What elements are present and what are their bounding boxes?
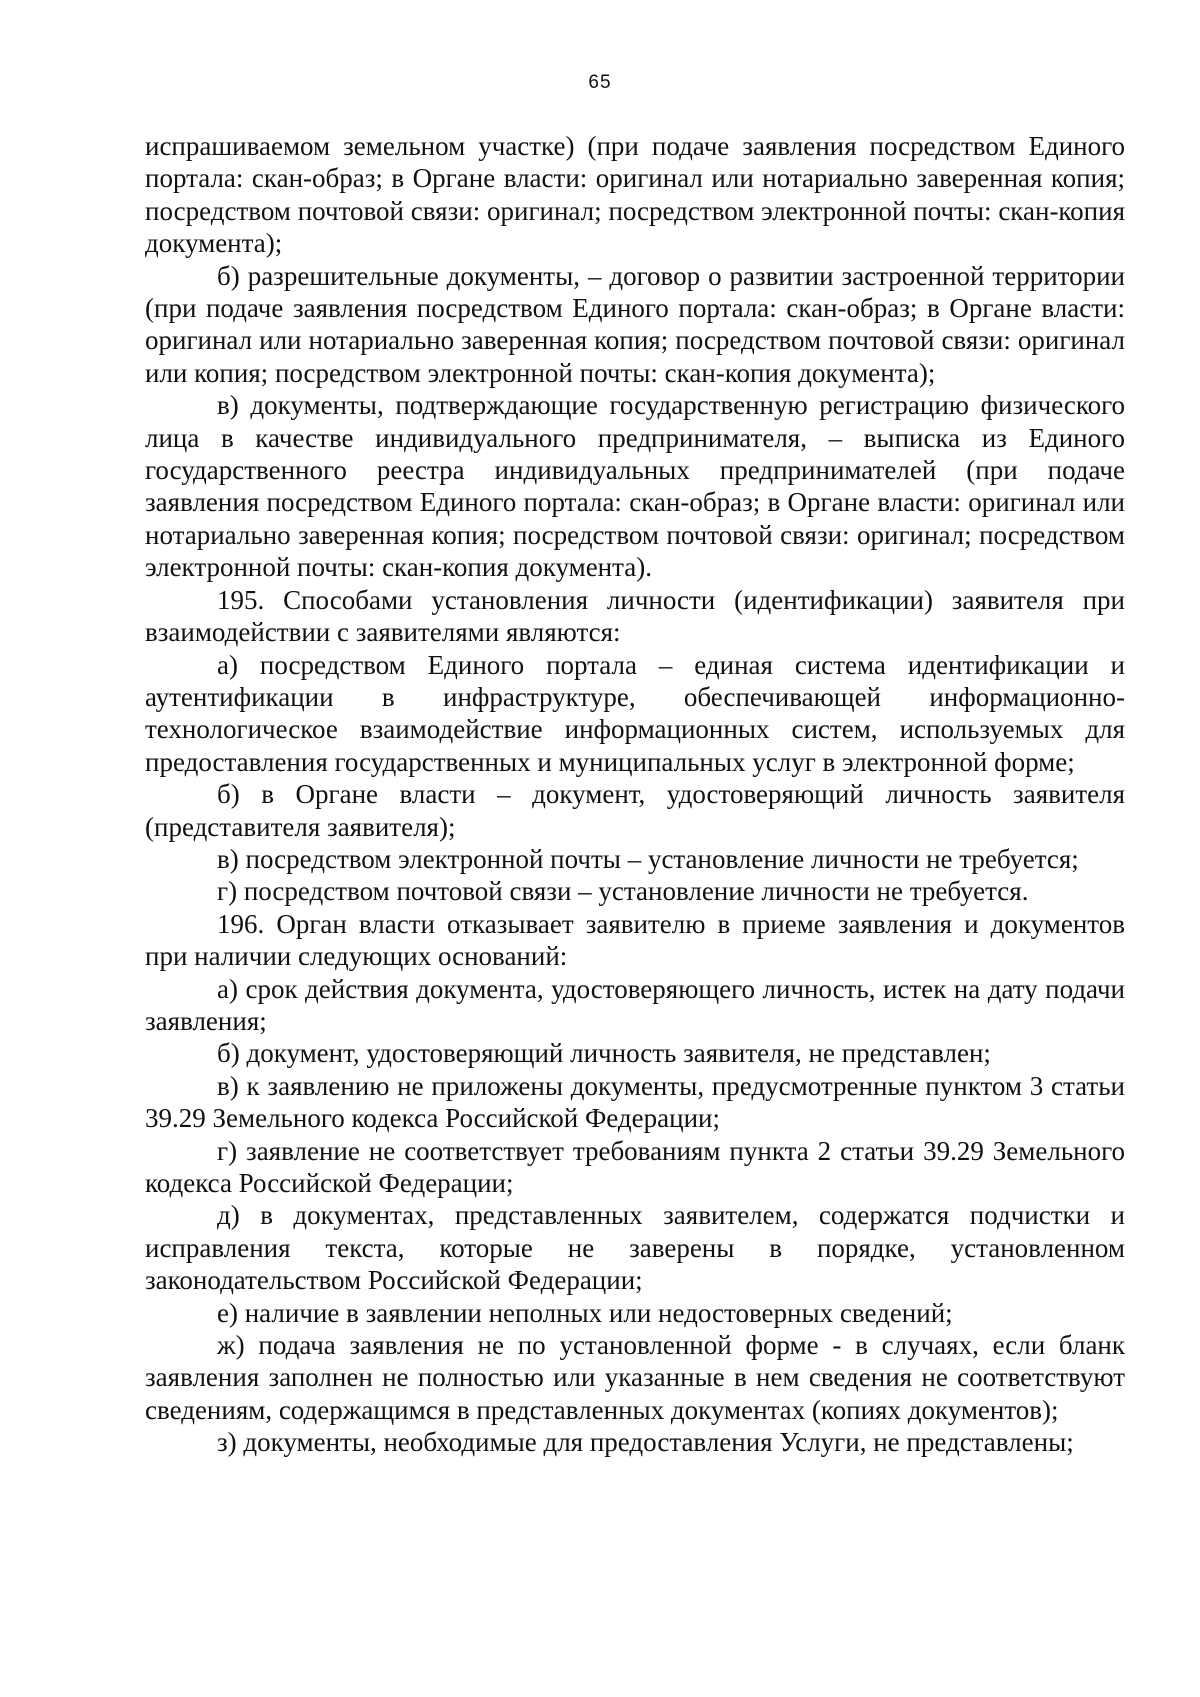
paragraph-196-z: з) документы, необходимые для предоставления Услуги, не представлены; — [217, 1427, 1074, 1458]
paragraph-196-v: в) к заявлению не приложены документы, предусмотренные пунктом 3 статьи 39.29 Земельного кодекса Российской Федерации; — [145, 1070, 1125, 1134]
document-body — [145, 130, 1125, 1459]
paragraph-continuation: испрашиваемом земельном участке) (при подаче заявления посредством Единого портала: скан-образ; в Органе власти: оригинал или нотариально заверенная копия; посредством почтовой связи: оригинал; посредством электронной почты: скан-копия документа); — [145, 131, 1125, 259]
paragraph-196-zh: ж) подача заявления не по установленной форме - в случаях, если бланк заявления заполнен не полностью или указанные в нем сведения не соответствуют сведениям, содержащимся в представленных документах (копиях документов); — [145, 1330, 1125, 1425]
paragraph-195-g: г) посредством почтовой связи – установление личности не требуется. — [217, 876, 1029, 907]
paragraph-item-v: в) документы, подтверждающие государственную регистрацию физического лица в качестве индивидуального предпринимателя, – выписка из Единого государственного реестра индивидуальных предпринимателей (при подаче заявления посредством Единого портала: скан-образ; в Органе власти: оригинал или нотариально заверенная копия; посредством почтовой связи: оригинал; посредством электронной почты: скан-копия документа). — [145, 390, 1125, 583]
paragraph-195-b: б) в Органе власти – документ, удостоверяющий личность заявителя (представителя заявителя); — [145, 779, 1125, 842]
paragraph-196-a: а) срок действия документа, удостоверяющего личность, истек на дату подачи заявления; — [145, 973, 1125, 1036]
paragraph-195: 195. Способами установления личности (идентификации) заявителя при взаимодействии с заявителями являются: — [145, 584, 1125, 648]
page-number: 65 — [588, 72, 612, 93]
paragraph-195-a: а) посредством Единого портала – единая система идентификации и аутентификации в инфраструктуре, обеспечивающей информационно-технологическое взаимодействие информационных систем, используемых для предоставления государственных и муниципальных услуг в электронной форме; — [145, 649, 1125, 777]
paragraph-196: 196. Орган власти отказывает заявителю в приеме заявления и документов при наличии следующих оснований: — [145, 908, 1125, 972]
paragraph-item-b: б) разрешительные документы, – договор о развитии застроенной территории (при подаче заявления посредством Единого портала: скан-образ; в Органе власти: оригинал или нотариально заверенная копия; посредством почтовой связи: оригинал или копия; посредством электронной почты: скан-копия документа); — [145, 260, 1125, 388]
paragraph-196-g: г) заявление не соответствует требованиям пункта 2 статьи 39.29 Земельного кодекса Российской Федерации; — [145, 1135, 1125, 1198]
paragraph-196-b: б) документ, удостоверяющий личность заявителя, не представлен; — [217, 1038, 991, 1069]
paragraph-195-v: в) посредством электронной почты – установление личности не требуется; — [217, 843, 1079, 874]
paragraph-196-d: д) в документах, представленных заявителем, содержатся подчистки и исправления текста, которые не заверены в порядке, установленном законодательством Российской Федерации; — [145, 1200, 1125, 1296]
paragraph-196-e: е) наличие в заявлении неполных или недостоверных сведений; — [217, 1297, 953, 1328]
